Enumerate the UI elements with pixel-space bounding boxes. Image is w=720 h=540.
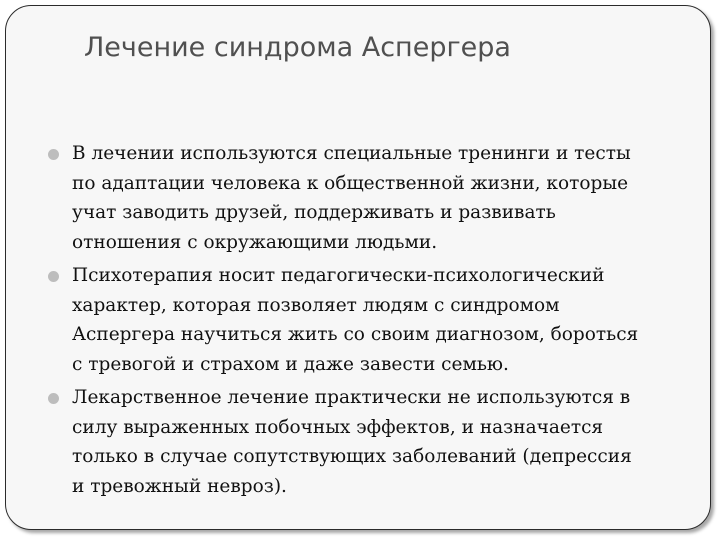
- bullet-text-line: Психотерапия носит педагогически-психологический: [72, 265, 605, 286]
- bullet-text-line: и тревожный невроз).: [72, 475, 287, 497]
- bullet-dot-icon: [48, 149, 59, 160]
- bullet-list: [42, 139, 702, 505]
- bullet-text-line: Лекарственное лечение практически не используются в: [72, 387, 631, 408]
- slide-frame: [5, 5, 711, 530]
- bullet-text-line: отношения с окружающими людьми.: [72, 231, 438, 253]
- bullet-text-line: силу выраженных побочных эффектов, и назначается: [72, 416, 604, 438]
- bullet-item-1: [42, 139, 702, 257]
- slide-title: Лечение синдрома Аспергера: [84, 32, 511, 63]
- bullet-text-line: учат заводить друзей, поддерживать и развивать: [72, 202, 556, 223]
- bullet-item-2: [42, 261, 702, 379]
- bullet-dot-icon: [48, 271, 59, 282]
- bullet-text-line: по адаптации человека к общественной жизни, которые: [72, 172, 629, 194]
- bullet-text-line: характер, которая позволяет людям с синдромом: [72, 294, 560, 316]
- bullet-text-line: с тревогой и страхом и даже завести семью.: [72, 353, 509, 375]
- bullet-item-3: [42, 383, 702, 501]
- bullet-dot-icon: [48, 393, 59, 404]
- bullet-text-line: В лечении используются специальные тренинги и тесты: [72, 143, 631, 164]
- bullet-text-line: Аспергера научиться жить со своим диагнозом, бороться: [72, 324, 639, 345]
- bullet-text-line: только в случае сопутствующих заболеваний (депрессия: [72, 446, 632, 467]
